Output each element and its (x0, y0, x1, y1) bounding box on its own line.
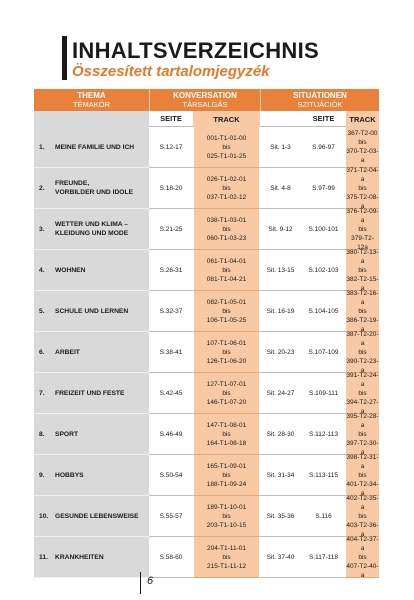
table-row (34, 209, 379, 250)
track-line: bis (358, 307, 367, 315)
conversation-page-cell: S.55-57 (149, 496, 193, 537)
track-line: 398-T2-31-a (346, 453, 379, 470)
conversation-track-cell (193, 209, 260, 250)
track-line: bis (358, 184, 367, 192)
topic-cell (34, 332, 149, 373)
track-line: bis (222, 512, 231, 520)
topic-title-line: GESUNDE LEBENSWEISE (55, 512, 139, 520)
topic-cell (34, 168, 149, 209)
toc-subheader (34, 111, 379, 127)
track-line: 383-T2-16-a (346, 289, 379, 306)
topic-number: 9. (39, 471, 45, 479)
situation-track-cell (346, 332, 379, 373)
topic-title-line: MEINE FAMILIE UND ICH (55, 143, 135, 151)
conversation-track-cell (193, 291, 260, 332)
conversation-track-cell (193, 250, 260, 291)
conversation-page-cell: S.50-54 (149, 455, 193, 496)
track-line: 375-T2-08-a (346, 193, 379, 210)
track-line: bis (222, 471, 231, 479)
topic-title (55, 348, 80, 357)
table-row (34, 168, 379, 209)
track-line: 402-T2-35-a (346, 494, 379, 511)
topic-number: 10. (39, 512, 49, 520)
situation-track-cell (346, 291, 379, 332)
track-line: 370-T2-03-a (346, 148, 379, 164)
situation-page-cell: S.104-105 (301, 291, 346, 332)
topic-title (55, 389, 124, 398)
topic-cell (34, 414, 149, 455)
table-row (34, 496, 379, 537)
topic-title (55, 179, 133, 197)
subheader-blank (34, 111, 149, 127)
track-line: 001-T1-01-00 (206, 134, 247, 142)
situation-page-cell: S.107-109 (301, 332, 346, 373)
topic-number: 1. (39, 143, 45, 151)
topic-number: 8. (39, 430, 45, 438)
track-line: bis (222, 184, 231, 192)
toc-table (34, 89, 379, 578)
topic-cell (34, 496, 149, 537)
conversation-page-cell: S.58-60 (149, 537, 193, 578)
track-line: 386-T2-19-a (346, 316, 379, 333)
track-line: bis (358, 139, 367, 146)
situation-cell: Sit. 37-40 (260, 537, 301, 578)
header-thema (34, 89, 149, 111)
track-line: 164-T1-08-18 (206, 439, 247, 447)
track-line: 397-T2-30-a (346, 439, 379, 456)
topic-number: 4. (39, 266, 45, 274)
track-line: 382-T2-15-a (346, 275, 379, 292)
track-line: bis (222, 307, 231, 315)
track-line: 404-T2-37-a (346, 535, 379, 552)
track-line: bis (222, 348, 231, 356)
topic-title (55, 553, 104, 562)
track-line: 165-T1-09-01 (206, 462, 247, 470)
track-line: bis (222, 389, 231, 397)
topic-number: 3. (39, 225, 45, 233)
track-line: 376-T2-09-a (346, 207, 379, 224)
situation-page-cell: S.100-101 (301, 209, 346, 250)
conversation-track-cell (193, 455, 260, 496)
situation-page-cell: S.102-103 (301, 250, 346, 291)
conversation-page-cell: S.46-49 (149, 414, 193, 455)
track-line: bis (222, 266, 231, 274)
track-line: 025-T1-01-25 (206, 152, 247, 160)
topic-title (55, 471, 84, 480)
topic-title (55, 266, 85, 275)
track-line: 215-T1-11-12 (207, 562, 246, 570)
situation-track-cell (346, 127, 379, 168)
track-line: 387-T2-20-a (346, 330, 379, 347)
topic-number: 2. (39, 184, 45, 192)
track-line: 401-T2-34-a (346, 480, 379, 497)
track-line: 026-T1-02-01 (206, 175, 247, 183)
toc-header (34, 89, 379, 111)
toc-rows (34, 127, 379, 578)
situation-page-cell: S.96-97 (301, 127, 346, 168)
situation-page-cell: S.113-115 (301, 455, 346, 496)
subheader-seite-2: SEITE (301, 111, 346, 127)
situation-page-cell: S.116 (301, 496, 346, 537)
table-row (34, 127, 379, 168)
track-line: bis (222, 553, 231, 561)
topic-cell (34, 373, 149, 414)
situation-track-cell (346, 537, 379, 578)
header-situationen-label: SITUATIONEN (293, 91, 347, 100)
table-row (34, 414, 379, 455)
situation-cell: Sit. 28-30 (260, 414, 301, 455)
subheader-sit-blank (260, 111, 301, 127)
page-subtitle: Összesített tartalomjegyzék (72, 63, 270, 80)
page-number-rule (140, 572, 141, 594)
topic-title (55, 307, 128, 316)
situation-track-cell (346, 414, 379, 455)
situation-track-cell (346, 496, 379, 537)
track-line: 395-T2-28-a (346, 412, 379, 429)
topic-number: 7. (39, 389, 45, 397)
table-row (34, 332, 379, 373)
track-line: bis (358, 389, 367, 397)
track-line: 189-T1-10-01 (206, 503, 247, 511)
table-row (34, 455, 379, 496)
situation-cell: Sit. 13-15 (260, 250, 301, 291)
subheader-track-2: TRACK (346, 111, 379, 127)
table-row (34, 537, 379, 578)
track-line: 037-T1-02-12 (206, 193, 247, 201)
conversation-page-cell: S.26-31 (149, 250, 193, 291)
conversation-page-cell: S.12-17 (149, 127, 193, 168)
conversation-page-cell: S.32-37 (149, 291, 193, 332)
header-konversation (149, 89, 260, 111)
topic-title (55, 430, 78, 439)
title-accent-bar (62, 36, 67, 80)
track-line: 204-T1-11-01 (207, 544, 246, 552)
header-situationen-sub: SZITUÁCIÓK (297, 100, 343, 109)
topic-title-line: SCHULE UND LERNEN (55, 307, 129, 315)
situation-cell: Sit. 1-3 (260, 127, 301, 168)
topic-cell (34, 537, 149, 578)
topic-cell (34, 250, 149, 291)
header-thema-sub: TÉMAKÖR (72, 100, 111, 109)
track-line: 371-T2-04-a (346, 166, 379, 183)
topic-title-line: WOHNEN (55, 266, 86, 274)
situation-cell: Sit. 35-36 (260, 496, 301, 537)
situation-cell: Sit. 16-19 (260, 291, 301, 332)
situation-track-cell (346, 455, 379, 496)
track-line: 379-T2-12a (351, 234, 374, 251)
track-line: 203-T1-10-15 (206, 521, 247, 529)
track-line: bis (358, 348, 367, 356)
situation-cell: Sit. 24-27 (260, 373, 301, 414)
topic-title (55, 220, 128, 238)
topic-number: 5. (39, 307, 45, 315)
situation-cell: Sit. 4-8 (260, 168, 301, 209)
topic-title-line: KRANKHEITEN (55, 553, 104, 561)
track-line: 188-T1-09-24 (206, 480, 247, 488)
track-line: 147-T1-08-01 (206, 421, 247, 429)
table-row (34, 373, 379, 414)
track-line: 082-T1-05-01 (206, 298, 247, 306)
conversation-page-cell: S.38-41 (149, 332, 193, 373)
track-line: 407-T2-40-a (346, 562, 379, 579)
page-title: INHALTSVERZEICHNIS (72, 38, 320, 63)
topic-title-line: FREUNDE, (55, 180, 90, 187)
header-situationen (260, 89, 379, 111)
track-line: 081-T1-04-21 (206, 275, 247, 283)
situation-track-cell (346, 168, 379, 209)
conversation-track-cell (193, 168, 260, 209)
topic-title-line: WETTER UND KLIMA – (55, 221, 128, 228)
track-line: 106-T1-05-25 (206, 316, 247, 324)
topic-title (55, 512, 139, 521)
conversation-track-cell (193, 127, 260, 168)
track-line: bis (358, 512, 367, 520)
topic-cell (34, 455, 149, 496)
header-konversation-sub: TÁRSALGÁS (182, 100, 228, 109)
situation-cell: Sit. 9-12 (260, 209, 301, 250)
conversation-page-cell: S.42-45 (149, 373, 193, 414)
topic-title (55, 143, 134, 152)
topic-title-line: FREIZEIT UND FESTE (55, 389, 125, 397)
track-line: 107-T1-06-01 (206, 339, 247, 347)
situation-track-cell (346, 250, 379, 291)
track-line: 391-T2-24-a (346, 371, 379, 388)
situation-cell: Sit. 31-34 (260, 455, 301, 496)
track-line: bis (222, 143, 231, 151)
situation-cell: Sit. 20-23 (260, 332, 301, 373)
topic-cell (34, 127, 149, 168)
topic-number: 6. (39, 348, 45, 356)
topic-title-line: VORBILDER UND IDOLE (55, 189, 134, 196)
table-row (34, 250, 379, 291)
conversation-track-cell (193, 414, 260, 455)
situation-page-cell: S.112-113 (301, 414, 346, 455)
track-line: bis (222, 430, 231, 438)
track-line: bis (358, 430, 367, 438)
track-line: bis (358, 553, 367, 561)
situation-page-cell: S.117-118 (301, 537, 346, 578)
conversation-track-cell (193, 373, 260, 414)
track-line: 403-T2-36-a (346, 521, 379, 538)
track-line: 394-T2-27-a (346, 398, 379, 415)
track-line: bis (358, 266, 367, 274)
track-line: 060-T1-03-23 (206, 234, 247, 242)
page-number: 6 (147, 575, 154, 587)
situation-page-cell: S.109-111 (301, 373, 346, 414)
track-line: bis (358, 225, 367, 233)
topic-cell (34, 209, 149, 250)
situation-track-cell (346, 373, 379, 414)
situation-page-cell: S.97-99 (301, 168, 346, 209)
subheader-seite: SEITE (149, 111, 193, 127)
topic-number: 11. (39, 553, 48, 561)
track-line: 127-T1-07-01 (206, 380, 247, 388)
topic-cell (34, 291, 149, 332)
conversation-page-cell: S.21-25 (149, 209, 193, 250)
situation-track-cell (346, 209, 379, 250)
track-line: 380-T2-13-a (346, 248, 379, 265)
header-thema-label: THEMA (77, 91, 106, 100)
track-line: 146-T1-07-20 (206, 398, 247, 406)
subheader-track: TRACK (193, 111, 260, 127)
track-line: bis (222, 225, 231, 233)
conversation-page-cell: S.18-20 (149, 168, 193, 209)
topic-title-line: ARBEIT (55, 348, 80, 356)
conversation-track-cell (193, 537, 260, 578)
table-row (34, 291, 379, 332)
conversation-track-cell (193, 332, 260, 373)
track-line: 061-T1-04-01 (206, 257, 247, 265)
track-line: 126-T1-06-20 (206, 357, 247, 365)
conversation-track-cell (193, 496, 260, 537)
topic-title-line: SPORT (55, 430, 79, 438)
topic-title-line: HOBBYS (55, 471, 84, 479)
track-line: 390-T2-23-a (346, 357, 379, 374)
track-line: 038-T1-03-01 (206, 216, 247, 224)
topic-title-line: KLEIDUNG UND MODE (55, 230, 129, 237)
header-konversation-label: KONVERSATION (173, 91, 237, 100)
track-line: 367-T2-00 (347, 130, 378, 137)
track-line: bis (358, 471, 367, 479)
